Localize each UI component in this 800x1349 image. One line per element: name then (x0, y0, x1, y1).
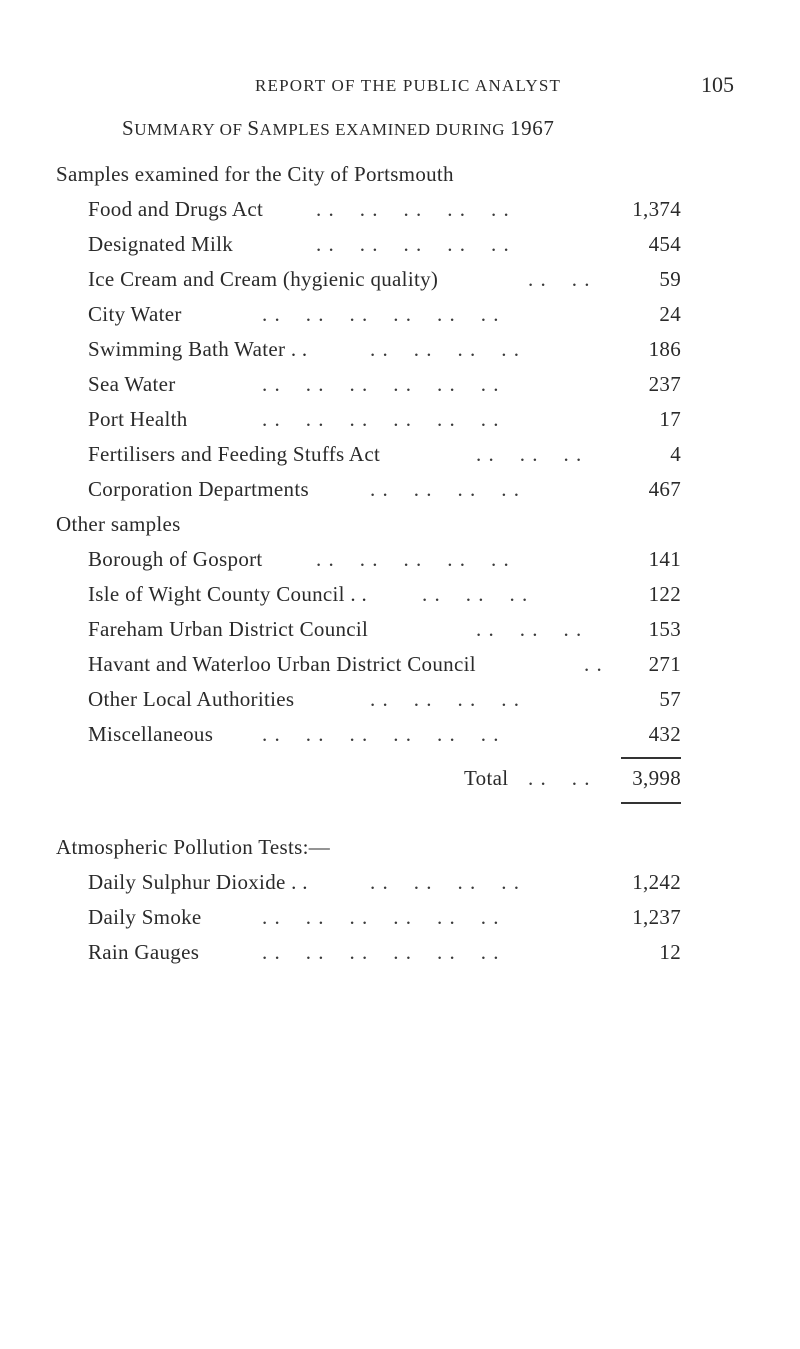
row-value: 4 (670, 442, 681, 466)
table-row (0, 582, 800, 614)
row-value: 237 (648, 372, 681, 396)
leader-dots: . . . . . . . . (370, 687, 520, 711)
table-row (0, 372, 800, 404)
leader-dots: . . . . . . . . . . . . (262, 407, 500, 431)
leader-dots: . . . . (528, 766, 591, 790)
section-heading-portsmouth: Samples examined for the City of Portsmouth (56, 162, 454, 186)
row-label: Daily Smoke (88, 905, 202, 929)
table-row (0, 407, 800, 439)
row-value: 454 (648, 232, 681, 256)
row-label: Fareham Urban District Council (88, 617, 369, 641)
table-row (0, 617, 800, 649)
row-label: Borough of Gosport (88, 547, 263, 571)
leader-dots: . . . . . . . . . . . . (262, 905, 500, 929)
table-row (0, 905, 800, 937)
row-label: Sea Water (88, 372, 176, 396)
leader-dots: . . . . . . . . (370, 337, 520, 361)
leader-dots: . . . . . . (422, 582, 529, 606)
row-label: Port Health (88, 407, 188, 431)
table-row (0, 722, 800, 754)
row-label: Rain Gauges (88, 940, 200, 964)
row-label: Other Local Authorities (88, 687, 295, 711)
row-value: 271 (648, 652, 681, 676)
table-row (0, 652, 800, 684)
total-label: Total (464, 766, 509, 790)
row-value: 186 (648, 337, 681, 361)
total-bottom-rule (621, 802, 681, 804)
leader-dots: . . . . . . . . . . . . (262, 302, 500, 326)
row-label: Miscellaneous (88, 722, 214, 746)
row-value: 24 (659, 302, 681, 326)
row-value: 467 (648, 477, 681, 501)
leader-dots: . . . . . . . . (370, 477, 520, 501)
section-heading-other: Other samples (56, 512, 181, 536)
leader-dots: . . . . . . . . . . . . (262, 722, 500, 746)
table-row (0, 547, 800, 579)
leader-dots: . . . . (528, 267, 591, 291)
total-value: 3,998 (632, 766, 681, 790)
row-label: Swimming Bath Water . . (88, 337, 308, 361)
row-label: Designated Milk (88, 232, 234, 256)
title-year: 1967 (510, 116, 555, 140)
row-label: Fertilisers and Feeding Stuffs Act (88, 442, 381, 466)
row-value: 12 (659, 940, 681, 964)
table-row (0, 940, 800, 972)
row-label: Ice Cream and Cream (hygienic quality) (88, 267, 439, 291)
section-heading-atmospheric: Atmospheric Pollution Tests:— (56, 835, 331, 859)
table-row (0, 477, 800, 509)
row-label: City Water (88, 302, 182, 326)
leader-dots: . . . . . . . . (370, 870, 520, 894)
row-value: 1,242 (632, 870, 681, 894)
row-value: 59 (659, 267, 681, 291)
row-value: 153 (648, 617, 681, 641)
row-value: 122 (648, 582, 681, 606)
row-value: 57 (659, 687, 681, 711)
table-row (0, 232, 800, 264)
leader-dots: . . . . . . . . . . . . (262, 940, 500, 964)
row-value: 1,374 (632, 197, 681, 221)
leader-dots: . . . . . . . . . . . . (262, 372, 500, 396)
leader-dots: . . . . . . . . . . (316, 232, 510, 256)
row-label: Corporation Departments (88, 477, 309, 501)
table-row (0, 442, 800, 474)
leader-dots: . . . . . . . . . . (316, 547, 510, 571)
title-smallcaps-1: UMMARY OF (134, 120, 248, 139)
leader-dots: . . . . . . (476, 442, 583, 466)
table-row (0, 302, 800, 334)
title-smallcaps-2: AMPLES EXAMINED DURING (259, 120, 511, 139)
row-value: 1,237 (632, 905, 681, 929)
page-header (0, 70, 800, 110)
row-label: Food and Drugs Act (88, 197, 264, 221)
leader-dots: . . . . . . . . . . (316, 197, 510, 221)
table-row (0, 870, 800, 902)
running-title: REPORT OF THE PUBLIC ANALYST (255, 76, 562, 95)
title-initial-1: S (122, 116, 135, 140)
row-label: Havant and Waterloo Urban District Council (88, 652, 476, 676)
page-number: 105 (701, 72, 734, 97)
row-value: 17 (659, 407, 681, 431)
table-row (0, 337, 800, 369)
leader-dots: . . (584, 652, 603, 676)
leader-dots: . . . . . . (476, 617, 583, 641)
title-initial-2: S (247, 116, 260, 140)
table-row (0, 687, 800, 719)
row-value: 432 (648, 722, 681, 746)
table-row (0, 267, 800, 299)
row-label: Isle of Wight County Council . . (88, 582, 368, 606)
total-top-rule (621, 757, 681, 759)
row-label: Daily Sulphur Dioxide . . (88, 870, 308, 894)
total-row (0, 766, 800, 798)
row-value: 141 (648, 547, 681, 571)
table-row (0, 197, 800, 229)
summary-title (122, 116, 554, 141)
